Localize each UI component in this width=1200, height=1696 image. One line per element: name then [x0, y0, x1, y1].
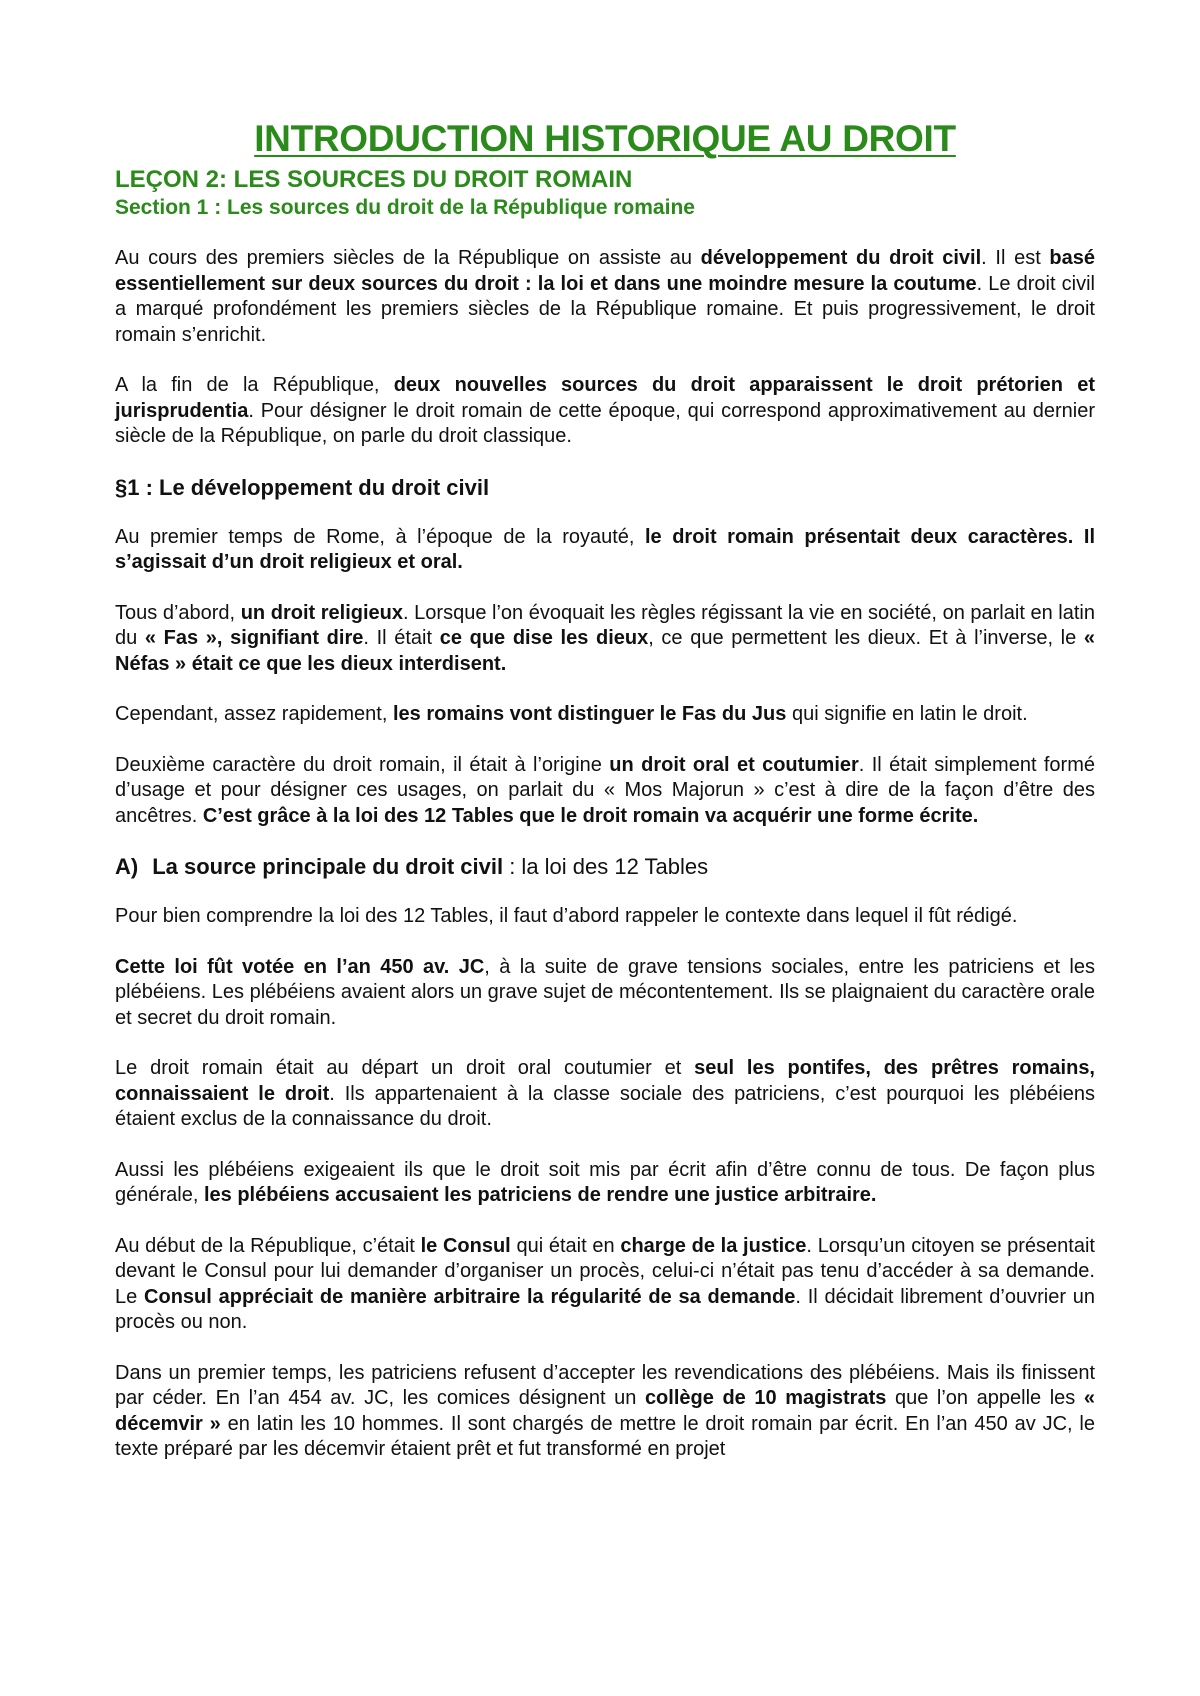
paragraph-8: Cette loi fût votée en l’an 450 av. JC, à la suite de grave tensions sociales, entre les patriciens et les plébéiens. Les plébéiens avaient alors un grave sujet de mécontentement. Ils se plaignaient du caractère orale et secret du droit romain. [115, 955, 1096, 1029]
paragraph-heading-1: §1 : Le développement du droit civil [115, 474, 490, 500]
paragraph-6: Deuxième caractère du droit romain, il était à l’origine un droit oral et coutumier. Il était simplement formé d’usage et pour désigner ces usages, on parlait du « Mos Majorun » c’est à dire de la façon d’être des ancêtres. C’est grâce à la loi des 12 Tables que le droit romain va acquérir une forme écrite. [115, 753, 1095, 827]
paragraph-12: Dans un premier temps, les patriciens refusent d’accepter les revendications des plébéiens. Mais ils finissent par céder. En l’an 454 av. JC, les comices désignent un collège de 10 magistrats que l’on appelle les « décemvir » en latin les 10 hommes. Il sont chargés de mettre le droit romain par écrit. En l’an 450 av JC, le texte préparé par les décemvir étaient prêt et fut transformé en projet [115, 1361, 1095, 1460]
document-page [115, 118, 1095, 1488]
section-heading: Section 1 : Les sources du droit de la République romaine [115, 196, 695, 219]
paragraph-3: Au premier temps de Rome, à l’époque de la royauté, le droit romain présentait deux caractères. Il s’agissait d’un droit religieux et oral. [115, 525, 1095, 573]
document-title: INTRODUCTION HISTORIQUE AU DROIT [254, 118, 956, 159]
paragraph-4: Tous d’abord, un droit religieux. Lorsque l’on évoquait les règles régissant la vie en société, on parlait en latin du « Fas », signifiant dire. Il était ce que dise les dieux, ce que permettent les dieux. Et à l’inverse, le « Néfas » était ce que les dieux interdisent. [115, 601, 1096, 675]
paragraph-1: Au cours des premiers siècles de la République on assiste au développement du droit civil. Il est basé essentiellement sur deux sources du droit : la loi et dans une moindre mesure la coutume. Le droit civil a marqué profondément les premiers siècles de la République romaine. Et puis progressivement, le droit romain s’enrichit. [115, 247, 1096, 346]
paragraph-11: Au début de la République, c’était le Consul qui était en charge de la justice. Lorsqu’un citoyen se présentait devant le Consul pour lui demander d’organiser un procès, celui-ci n’était pas tenu d’accéder à sa demande. Le Consul appréciait de manière arbitraire la régularité de sa demande. Il décidait librement d’ouvrier un procès ou non. [115, 1234, 1096, 1333]
paragraph-2: A la fin de la République, deux nouvelles sources du droit apparaissent le droit prétorien et jurisprudentia. Pour désigner le droit romain de cette époque, qui correspond approximativement au dernier siècle de la République, on parle du droit classique. [115, 374, 1095, 447]
subsection-heading-a: A) La source principale du droit civil : la loi des 12 Tables [115, 854, 709, 879]
paragraph-9: Le droit romain était au départ un droit oral coutumier et seul les pontifes, des prêtres romains, connaissaient le droit. Ils appartenaient à la classe sociale des patriciens, c’est pourquoi les plébéiens étaient exclus de la connaissance du droit. [115, 1057, 1096, 1130]
lesson-heading: LEÇON 2: LES SOURCES DU DROIT ROMAIN [115, 166, 633, 193]
paragraph-5: Cependant, assez rapidement, les romains vont distinguer le Fas du Jus qui signifie en latin le droit. [115, 703, 1028, 725]
paragraph-7: Pour bien comprendre la loi des 12 Tables, il faut d’abord rappeler le contexte dans lequel il fût rédigé. [115, 905, 1018, 927]
paragraph-10: Aussi les plébéiens exigeaient ils que le droit soit mis par écrit afin d’être connu de tous. De façon plus générale, les plébéiens accusaient les patriciens de rendre une justice arbitraire. [115, 1158, 1095, 1206]
